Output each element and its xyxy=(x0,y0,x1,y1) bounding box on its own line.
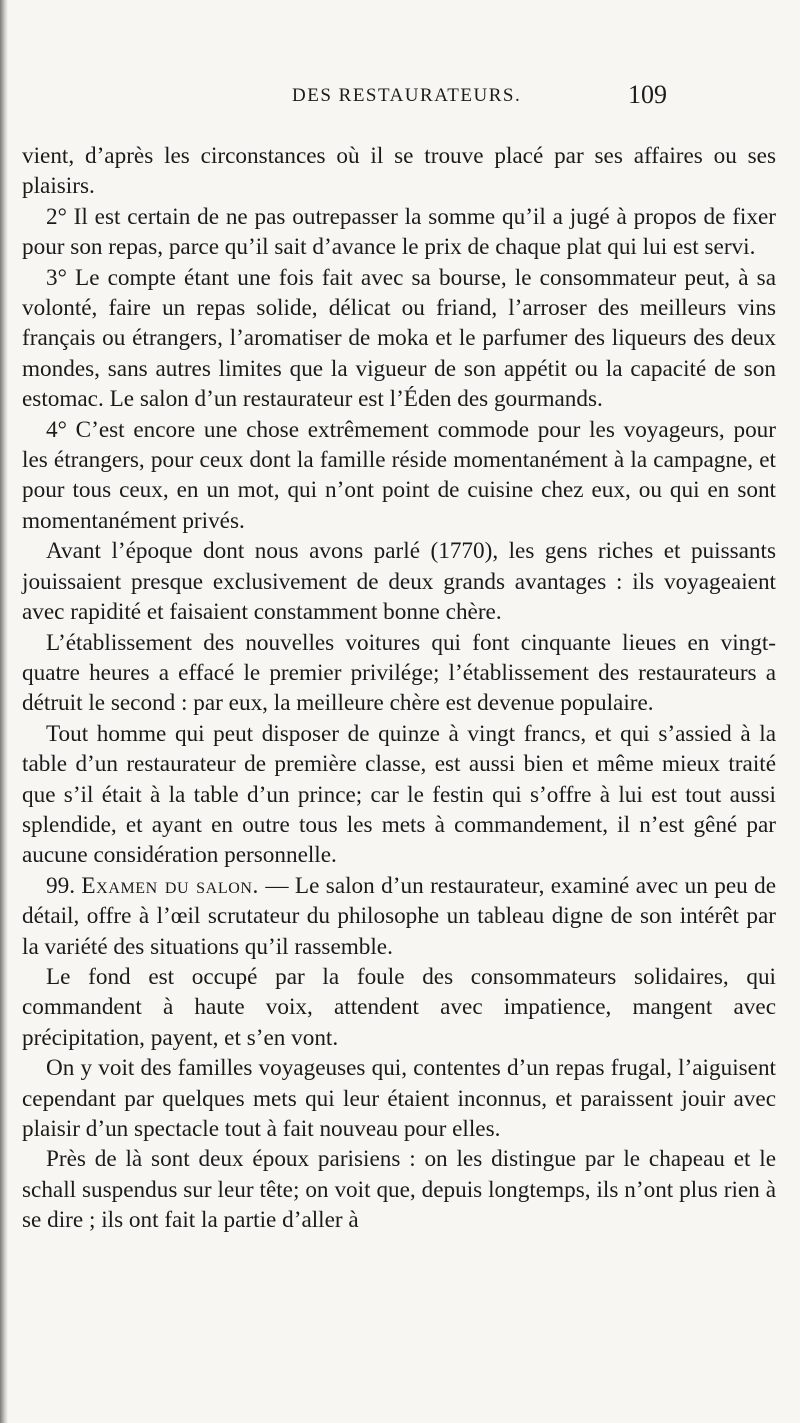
paragraph: 2° Il est certain de ne pas outrepasser la somme qu’il a jugé à propos de fixer pour son repas, parce qu’il sait d’avance le prix de chaque plat qui lui est servi. xyxy=(22,203,776,261)
paragraph: Avant l’époque dont nous avons parlé (1770), les gens riches et puissants jouissaient presque exclusivement de deux grands avantages : ils voyageaient avec rapidité et faisaient constamment bonne chère. xyxy=(22,538,776,626)
page-body xyxy=(22,141,776,1236)
paragraph: On y voit des familles voyageuses qui, contentes d’un repas frugal, l’aiguisent cependant par quelques mets qui leur étaient inconnus, et paraissent jouir avec plaisir d’un spectacle tout à fait nouveau pour elles. xyxy=(22,1055,776,1142)
running-head: DES RESTAURATEURS. xyxy=(292,85,522,106)
paragraph: 4° C’est encore une chose extrêmement commode pour les voyageurs, pour les étrangers, pour ceux dont la famille réside momentanément à la campagne, et pour tous ceux, en un mot, qui n’ont point de cuisine chez eux, ou qui en sont momentanément privés. xyxy=(22,416,776,534)
section-heading: Examen du salon. xyxy=(81,872,259,899)
paragraph: 3° Le compte étant une fois fait avec sa bourse, le consommateur peut, à sa volonté, faire un repas solide, délicat ou friand, l’arroser des meilleurs vins français ou étrangers, l’aromatiser de moka et le parfumer des liqueurs des deux mondes, sans autres limites que la vigueur de son appétit ou la capacité de son estomac. Le salon d’un restaurateur est l’Éden des gourmands. xyxy=(22,264,776,413)
page-number: 109 xyxy=(628,80,667,109)
paragraph: Tout homme qui peut disposer de quinze à vingt francs, et qui s’assied à la table d’un restaurateur de première classe, est aussi bien et même mieux traité que s’il était à la table d’un prince; car le festin qui s’offre à lui est tout aussi splendide, et ayant en outre tous les mets à commandement, il n’est gêné par aucune considération personnelle. xyxy=(22,720,776,869)
page-binding-edge xyxy=(0,0,8,1423)
paragraph: L’établissement des nouvelles voitures qui font cinquante lieues en vingt-quatre heures a effacé le premier privilége; l’établissement des restaurateurs a détruit le second : par eux, la meilleure chère est devenue populaire. xyxy=(22,629,776,717)
page-header xyxy=(0,80,800,120)
section-text: — Le salon d’un restaurateur, examiné avec un peu de détail, offre à l’œil scrutateur du philosophe un tableau digne de son intérêt par la variété des situations qu’il rassemble. xyxy=(22,872,777,960)
section-number: 99. xyxy=(46,872,75,899)
paragraph: Près de là sont deux époux parisiens : on les distingue par le chapeau et le schall suspendus sur leur tête; on voit que, depuis longtemps, ils n’ont plus rien à se dire ; ils ont fait la partie d’aller à xyxy=(22,1146,776,1234)
paragraph: vient, d’après les circonstances où il se trouve placé par ses affaires ou ses plaisirs. xyxy=(22,143,776,200)
paragraph: Le fond est occupé par la foule des consommateurs solidaires, qui commandent à haute voix, attendent avec impatience, mangent avec précipitation, payent, et s’en vont. xyxy=(22,963,776,1051)
section-paragraph xyxy=(22,871,776,962)
